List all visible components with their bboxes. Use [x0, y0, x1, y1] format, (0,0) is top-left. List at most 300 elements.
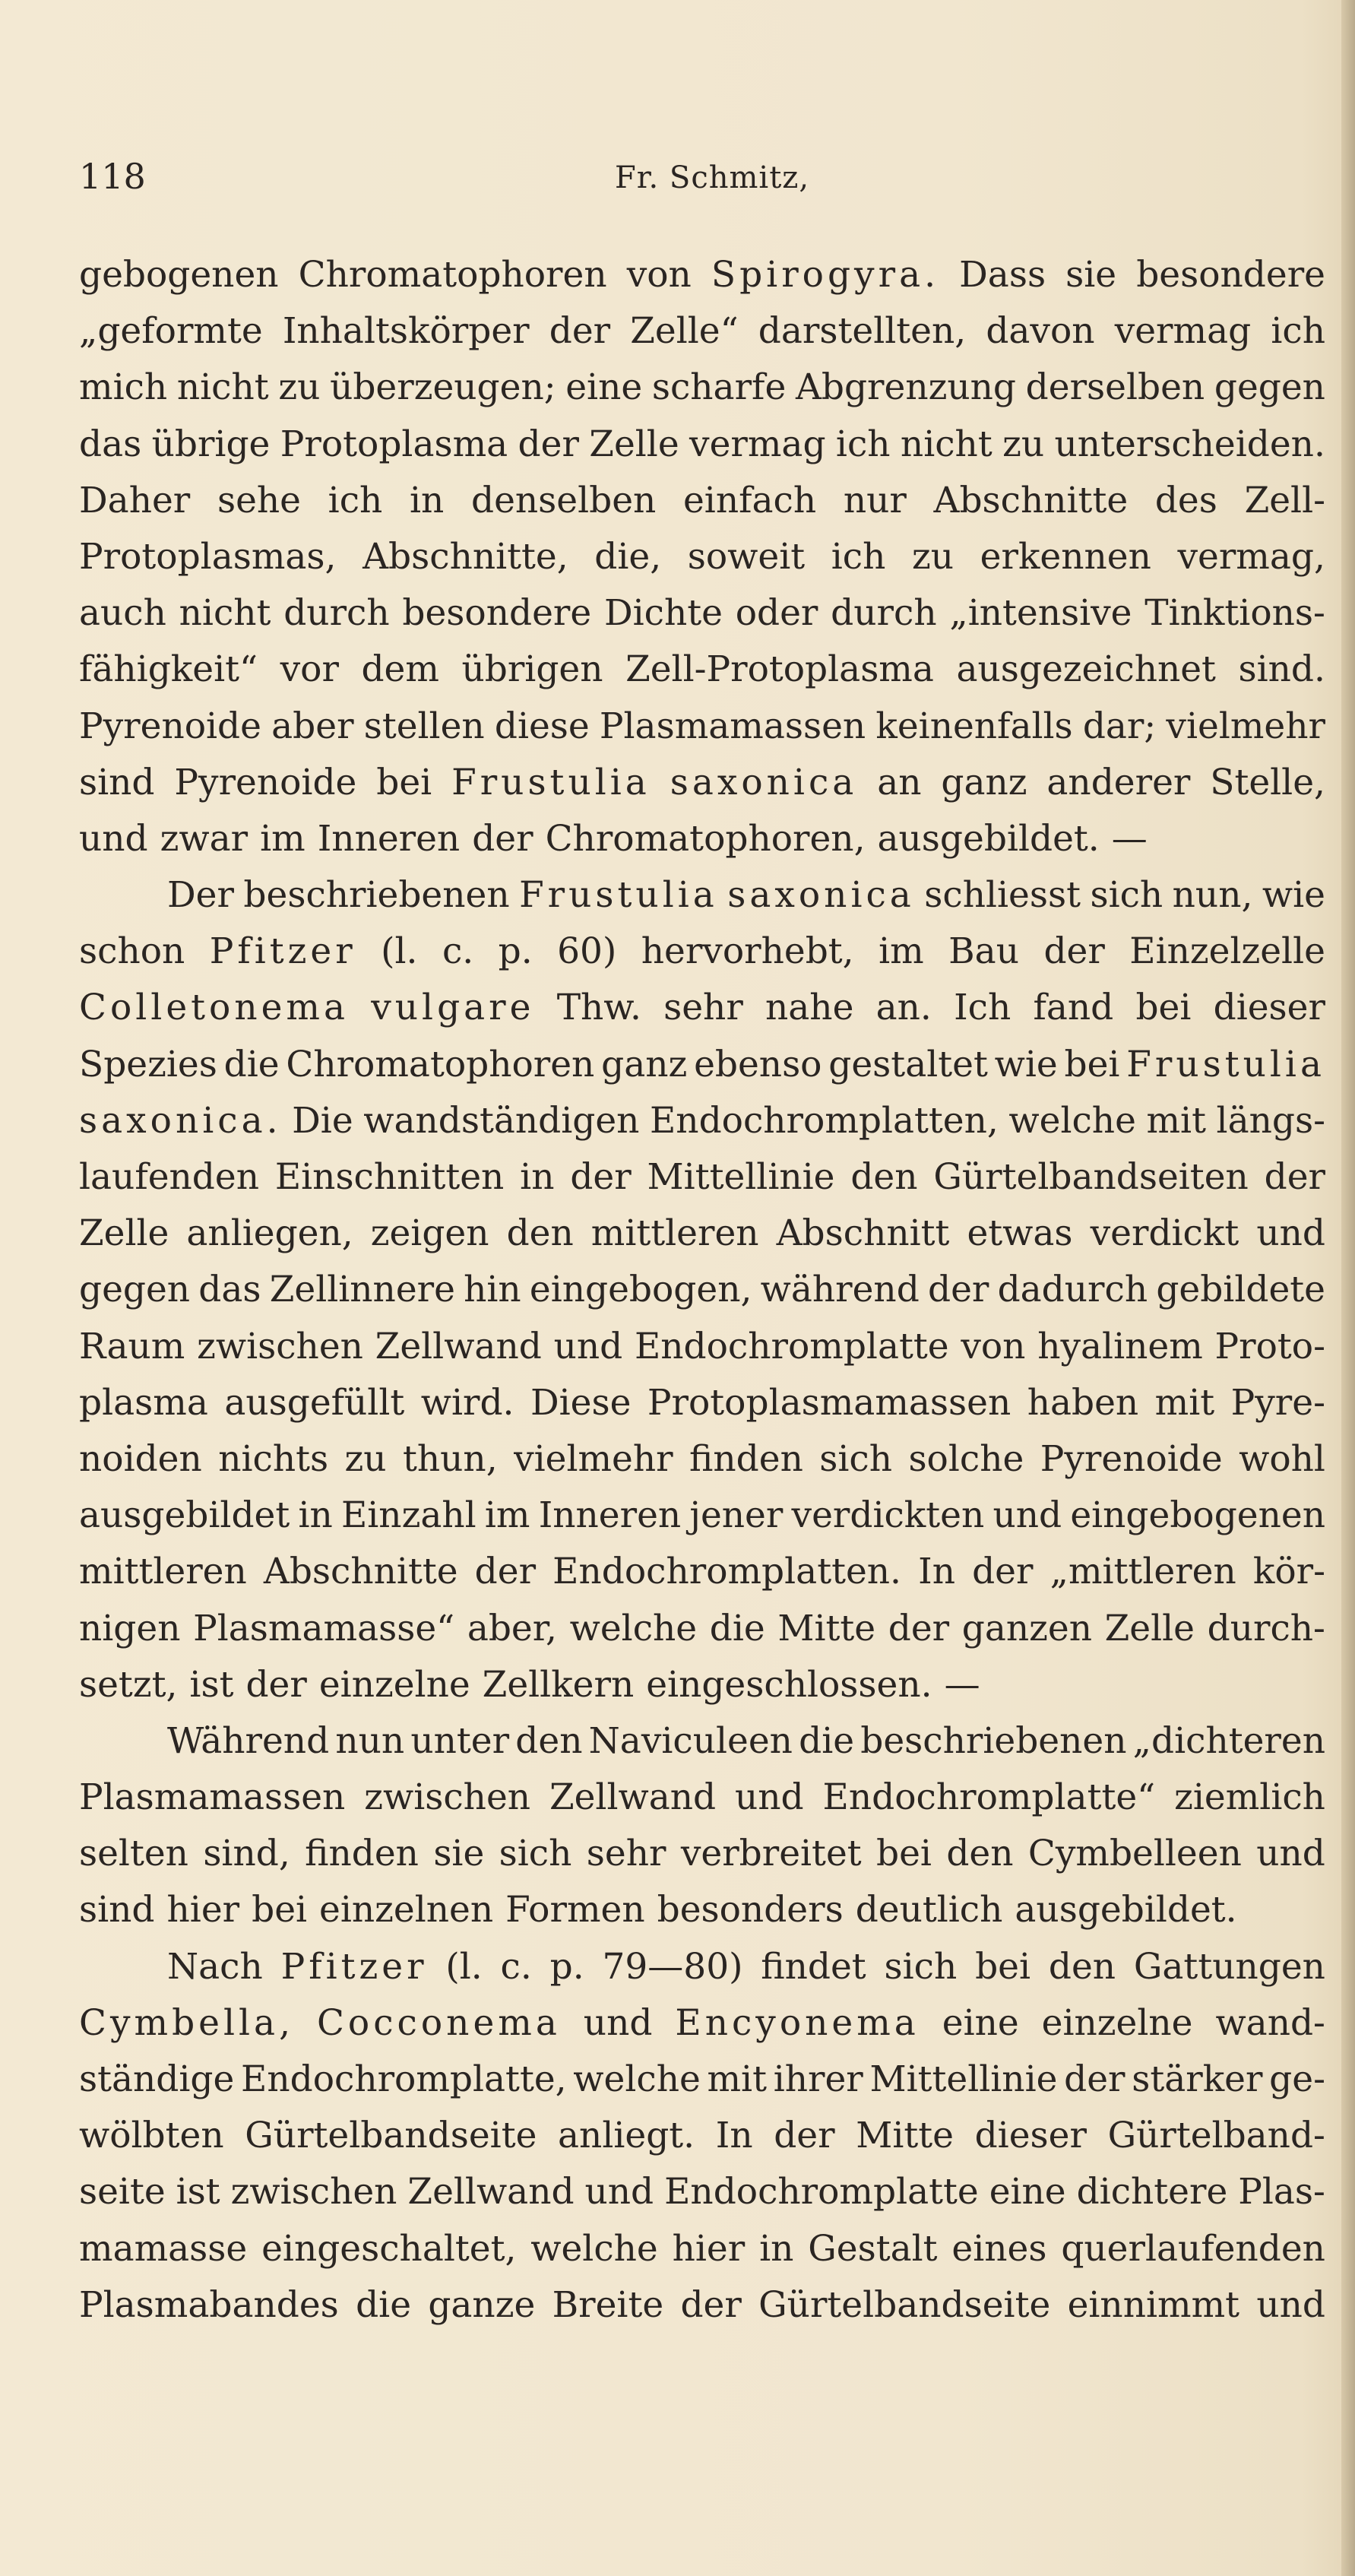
word: im	[260, 817, 306, 860]
word: denselben	[470, 479, 657, 521]
word: Bau	[948, 930, 1019, 973]
text-line	[79, 1995, 1325, 2052]
word: Endochromplatte	[664, 2171, 979, 2213]
word: zwischen	[364, 1776, 531, 1819]
text-line	[79, 1544, 1325, 1600]
word: Proto-	[1214, 1325, 1325, 1367]
word: Mittellinie	[869, 2058, 1058, 2100]
text-line	[79, 473, 1325, 529]
word: den	[850, 1156, 918, 1198]
text-line	[79, 1431, 1325, 1488]
word: Abgrenzung	[795, 366, 1016, 409]
word: unterscheiden.	[1054, 423, 1325, 465]
word: zu	[912, 535, 955, 578]
text-line	[79, 1262, 1325, 1318]
word: Einschnitten	[274, 1156, 505, 1198]
word: Inneren	[317, 817, 461, 860]
word: hier	[672, 2227, 746, 2270]
word: bei	[1064, 1043, 1120, 1085]
text-line	[79, 529, 1325, 585]
word: „intensive	[949, 592, 1132, 635]
word: Stelle,	[1210, 761, 1325, 803]
word: Colletonema	[79, 987, 349, 1029]
text-line	[79, 755, 1325, 811]
word: welche	[569, 1607, 698, 1649]
page-edge	[1341, 0, 1355, 2576]
word: und	[584, 2171, 654, 2213]
word: der	[888, 1607, 950, 1649]
word: besondere	[402, 592, 592, 635]
word: Breite	[552, 2283, 664, 2326]
word: selten	[79, 1833, 188, 1875]
word: Abschnitte	[933, 479, 1129, 521]
word: p.	[549, 1945, 584, 1988]
word: sie	[433, 1833, 485, 1875]
word: c.	[500, 1945, 532, 1988]
word: mittleren	[590, 1212, 759, 1255]
word: durch	[283, 592, 390, 635]
word: saxonica	[727, 874, 915, 917]
word: stellen	[363, 705, 485, 747]
word: der	[474, 1551, 537, 1593]
word: zwischen	[230, 2171, 397, 2213]
word: Pyrenoide	[79, 705, 261, 747]
word: längs-	[1216, 1099, 1325, 1142]
word: Plasmabandes	[79, 2283, 339, 2326]
word: und	[1256, 1833, 1325, 1875]
word: p.	[498, 930, 533, 973]
word: eines	[951, 2227, 1047, 2270]
word: etwas	[967, 1212, 1073, 1255]
text-line	[79, 811, 1325, 867]
word: oder	[735, 592, 818, 635]
word: Ich	[954, 987, 1012, 1029]
word: hyalinem	[1037, 1325, 1203, 1367]
word: hervorhebt,	[641, 930, 854, 973]
word: darstellten,	[758, 310, 967, 353]
word: Frustulia	[451, 761, 651, 803]
text-line	[79, 2108, 1325, 2164]
word: welche	[530, 2227, 658, 2270]
word: und	[1256, 2283, 1325, 2326]
word: fähigkeit“	[79, 648, 258, 691]
word: erkennen	[980, 535, 1151, 578]
text-line	[79, 642, 1325, 698]
word: vielmehr	[1166, 705, 1325, 747]
word: 79—80)	[602, 1945, 743, 1988]
word: der	[972, 1551, 1034, 1593]
word: ausgebildet.	[877, 817, 1100, 860]
word: nicht	[900, 423, 993, 465]
word: keinenfalls	[875, 705, 1073, 747]
word: nahe	[765, 987, 854, 1029]
word: im	[484, 1494, 530, 1537]
word: die,	[594, 535, 662, 578]
word: Zelle“	[630, 310, 739, 353]
word: eingebogenen	[1070, 1494, 1325, 1537]
word: Cocconema	[316, 2001, 561, 2044]
word: mittleren	[79, 1551, 247, 1593]
word: einzelnen	[319, 1889, 494, 1931]
word: gebogenen	[79, 254, 279, 296]
word: Dass	[959, 254, 1046, 296]
word: besondere	[1136, 254, 1325, 296]
word: und	[993, 1494, 1062, 1537]
word: „mittleren	[1049, 1551, 1236, 1593]
word: an.	[875, 987, 932, 1029]
word: In	[918, 1551, 955, 1593]
text-line	[79, 1206, 1325, 1262]
word: bei	[252, 1889, 308, 1931]
word: Plasmamassen	[599, 705, 866, 747]
word: sich	[1090, 874, 1163, 917]
word: querlaufenden	[1061, 2227, 1325, 2270]
word: gestaltet	[828, 1043, 988, 1085]
word: nicht	[179, 592, 271, 635]
word: Cymbelleen	[1027, 1833, 1242, 1875]
text-line	[79, 1488, 1325, 1544]
word: während	[760, 1269, 920, 1311]
word: Spezies	[79, 1043, 217, 1085]
text-line	[79, 1319, 1325, 1375]
page-number: 118	[79, 156, 146, 197]
word: Plas-	[1238, 2171, 1325, 2213]
word: soweit	[687, 535, 806, 578]
word: Protoplasma	[280, 423, 508, 465]
word: Zellwand	[549, 1776, 717, 1819]
page-header	[79, 156, 1325, 209]
word: überzeugen;	[330, 366, 556, 409]
word: ge-	[1269, 2058, 1325, 2100]
word: einzelne	[1041, 2001, 1193, 2044]
word: mich	[79, 366, 168, 409]
word: ist	[189, 1663, 234, 1706]
word: von	[626, 254, 692, 296]
word: sie	[1065, 254, 1117, 296]
word: Endochromplatte	[634, 1325, 949, 1367]
word: Abschnitte,	[362, 535, 568, 578]
word: den	[506, 1212, 574, 1255]
word: ziemlich	[1174, 1776, 1325, 1819]
word: eine	[565, 366, 643, 409]
word: verbreitet	[680, 1833, 862, 1875]
word: welche	[1008, 1099, 1136, 1142]
text-line	[79, 1657, 1325, 1713]
word: zu	[278, 366, 321, 409]
word: vielmehr	[514, 1437, 673, 1480]
word: fand	[1033, 987, 1114, 1029]
word: jener	[689, 1494, 784, 1537]
word: stärker	[1132, 2058, 1263, 2100]
text-line	[79, 1149, 1325, 1206]
word: schliesst	[924, 874, 1081, 917]
word: Cymbella,	[79, 2001, 295, 2044]
word: ich	[831, 535, 886, 578]
word: laufenden	[79, 1156, 259, 1198]
text-line	[79, 1093, 1325, 1149]
word: nicht	[176, 366, 269, 409]
word: gegen	[1214, 366, 1325, 409]
word: davon	[986, 310, 1095, 353]
word: dar;	[1082, 705, 1157, 747]
word: eingeschlossen.	[646, 1663, 932, 1706]
word: und	[1256, 1212, 1325, 1255]
word: vor	[280, 648, 339, 691]
word: Die	[292, 1099, 353, 1142]
text-line	[79, 1826, 1325, 1882]
word: thun,	[403, 1437, 498, 1480]
word: bei	[1135, 987, 1192, 1029]
word: Pyrenoide	[1040, 1437, 1223, 1480]
text-line	[79, 2277, 1325, 2334]
word: Mittellinie	[647, 1156, 835, 1198]
word: Thw.	[556, 987, 641, 1029]
word: ganzen	[961, 1607, 1092, 1649]
text-line	[79, 924, 1325, 980]
word: Chromatophoren	[286, 1043, 595, 1085]
word: nigen	[79, 1607, 181, 1649]
word: aber,	[467, 1607, 557, 1649]
word: Pfitzer	[209, 930, 356, 973]
text-line	[79, 417, 1325, 473]
word: Naviculeen	[588, 1719, 793, 1762]
word: noiden	[79, 1437, 202, 1480]
word: der	[245, 1663, 307, 1706]
word: Inhaltskörper	[282, 310, 530, 353]
word: solche	[908, 1437, 1024, 1480]
word: die	[356, 2283, 412, 2326]
word: und	[79, 817, 148, 860]
word: auch	[79, 592, 166, 635]
word: einzelne	[318, 1663, 470, 1706]
word: in	[409, 479, 445, 521]
word: sind.	[1238, 648, 1325, 691]
word: vermag,	[1177, 535, 1325, 578]
word: unter	[410, 1719, 510, 1762]
word: saxonica	[670, 761, 858, 803]
text-line	[79, 303, 1325, 360]
word: mit	[1154, 1381, 1215, 1424]
word: sehr	[586, 1833, 666, 1875]
word: Gürtelbandseiten	[933, 1156, 1249, 1198]
word: der	[1264, 1156, 1325, 1198]
word: nun,	[1172, 874, 1253, 917]
word: setzt,	[79, 1663, 178, 1706]
word: nun	[335, 1719, 405, 1762]
word: Zell-	[1244, 479, 1325, 521]
text-line	[79, 360, 1325, 416]
word: Zellwand	[375, 1325, 542, 1367]
word: findet	[761, 1945, 866, 1988]
word: (l.	[381, 930, 418, 973]
word: mit	[1146, 1099, 1206, 1142]
word: bei	[376, 761, 432, 803]
word: nur	[843, 479, 907, 521]
word: übrige	[151, 423, 271, 465]
word: 60)	[557, 930, 617, 973]
word: derselben	[1025, 366, 1205, 409]
word: Daher	[79, 479, 191, 521]
word: Endochromplatten.	[552, 1551, 901, 1593]
word: Zelle	[1104, 1607, 1195, 1649]
word: bei	[975, 1945, 1031, 1988]
word: c.	[442, 930, 474, 973]
word: wohl	[1239, 1437, 1325, 1480]
word: ausgefüllt	[224, 1381, 405, 1424]
word: im	[879, 930, 924, 973]
word: dieser	[1213, 987, 1325, 1029]
word: seite	[79, 2171, 166, 2213]
word: saxonica.	[79, 1099, 282, 1142]
word: plasma	[79, 1381, 208, 1424]
word: Protoplasmas,	[79, 535, 337, 578]
word: Inneren	[538, 1494, 682, 1537]
word: ausgebildet.	[1015, 1889, 1237, 1931]
word: In	[715, 2115, 753, 2157]
word: ganz	[941, 761, 1027, 803]
word: Gürtelband-	[1107, 2115, 1325, 2157]
text-line	[79, 585, 1325, 642]
text-line	[79, 867, 1325, 924]
word: Plasmamasse“	[193, 1607, 455, 1649]
word: durch	[831, 592, 937, 635]
word: Der	[167, 874, 234, 917]
word: besonders	[657, 1889, 844, 1931]
word: Frustulia	[1126, 1043, 1325, 1085]
word: Abschnitt	[776, 1212, 950, 1255]
word: sich	[819, 1437, 893, 1480]
word: anderer	[1046, 761, 1191, 803]
text-line	[79, 1882, 1325, 1938]
word: Chromatophoren,	[545, 817, 866, 860]
word: Zellinnere	[269, 1269, 455, 1311]
word: Raum	[79, 1325, 185, 1367]
word: die	[709, 1607, 765, 1649]
word: Mitte	[856, 2115, 954, 2157]
word: der	[549, 310, 611, 353]
word: zeigen	[370, 1212, 489, 1255]
word: das	[198, 1269, 261, 1311]
word: gegen	[79, 1269, 191, 1311]
word: —	[1111, 817, 1148, 860]
word: Gestalt	[808, 2227, 938, 2270]
word: ausgebildet	[79, 1494, 290, 1537]
word: wölbten	[79, 2115, 224, 2157]
word: Zell-Protoplasma	[625, 648, 934, 691]
word: der	[928, 1269, 989, 1311]
word: die	[799, 1719, 855, 1762]
word: eine	[942, 2001, 1019, 2044]
word: Frustulia	[519, 874, 718, 917]
body-text	[79, 247, 1325, 2334]
word: Zellwand	[407, 2171, 575, 2213]
word: anliegt.	[558, 2115, 695, 2157]
word: Pyre-	[1230, 1381, 1325, 1424]
word: scharfe	[651, 366, 787, 409]
word: der	[1043, 930, 1105, 973]
word: dichtere	[1076, 2171, 1228, 2213]
word: zu	[344, 1437, 387, 1480]
word: dem	[361, 648, 439, 691]
word: vermag	[689, 423, 826, 465]
word: haben	[1027, 1381, 1139, 1424]
word: der	[774, 2115, 835, 2157]
text-line	[79, 1601, 1325, 1657]
word: zwischen	[197, 1325, 363, 1367]
word: Zellkern	[482, 1663, 635, 1706]
word: sich	[499, 1833, 572, 1875]
word: wandständigen	[363, 1099, 640, 1142]
word: der	[518, 423, 579, 465]
word: deutlich	[855, 1889, 1003, 1931]
word: einnimmt	[1067, 2283, 1240, 2326]
word: eine	[989, 2171, 1066, 2213]
word: dadurch	[997, 1269, 1148, 1311]
word: gebildete	[1156, 1269, 1325, 1311]
word: vermag	[1114, 310, 1252, 353]
word: finden	[689, 1437, 803, 1480]
word: ebenso	[694, 1043, 822, 1085]
word: der	[570, 1156, 632, 1198]
word: die	[223, 1043, 280, 1085]
word: übrigen	[461, 648, 603, 691]
word: —	[944, 1663, 980, 1706]
word: der	[472, 817, 533, 860]
word: wird.	[420, 1381, 514, 1424]
word: eingeschaltet,	[261, 2227, 517, 2270]
word: dieser	[974, 2115, 1087, 2157]
word: Diese	[530, 1381, 632, 1424]
word: an	[877, 761, 922, 803]
word: Formen	[505, 1889, 645, 1931]
text-line	[79, 980, 1325, 1036]
word: den	[946, 1833, 1014, 1875]
word: Gürtelbandseite	[245, 2115, 537, 2157]
word: in	[759, 2227, 794, 2270]
word: mamasse	[79, 2227, 248, 2270]
word: wie	[994, 1043, 1058, 1085]
word: ganz	[601, 1043, 688, 1085]
word: Dichte	[603, 592, 723, 635]
word: wie	[1262, 874, 1325, 917]
word: Plasmamassen	[79, 1776, 346, 1819]
word: kör-	[1252, 1551, 1325, 1593]
text-line	[79, 247, 1325, 303]
word: Endochromplatte,	[241, 2058, 567, 2100]
word: Zelle	[589, 423, 679, 465]
word: Chromatophoren	[298, 254, 607, 296]
word: in	[520, 1156, 555, 1198]
word: sind,	[203, 1833, 290, 1875]
word: finden	[305, 1833, 419, 1875]
word: ausgezeichnet	[956, 648, 1216, 691]
word: durch-	[1207, 1607, 1325, 1649]
word: Zelle	[79, 1212, 169, 1255]
word: (l.	[445, 1945, 483, 1988]
word: Tinktions-	[1144, 592, 1325, 635]
word: ich	[1271, 310, 1325, 353]
word: mit	[707, 2058, 767, 2100]
text-line	[79, 1037, 1325, 1093]
word: hier	[166, 1889, 240, 1931]
text-line	[79, 2052, 1325, 2108]
word: Pyrenoide	[174, 761, 357, 803]
word: das	[79, 423, 142, 465]
word: Einzelzelle	[1129, 930, 1325, 973]
word: Abschnitte	[263, 1551, 458, 1593]
word: sich	[884, 1945, 958, 1988]
word: sind	[79, 761, 155, 803]
